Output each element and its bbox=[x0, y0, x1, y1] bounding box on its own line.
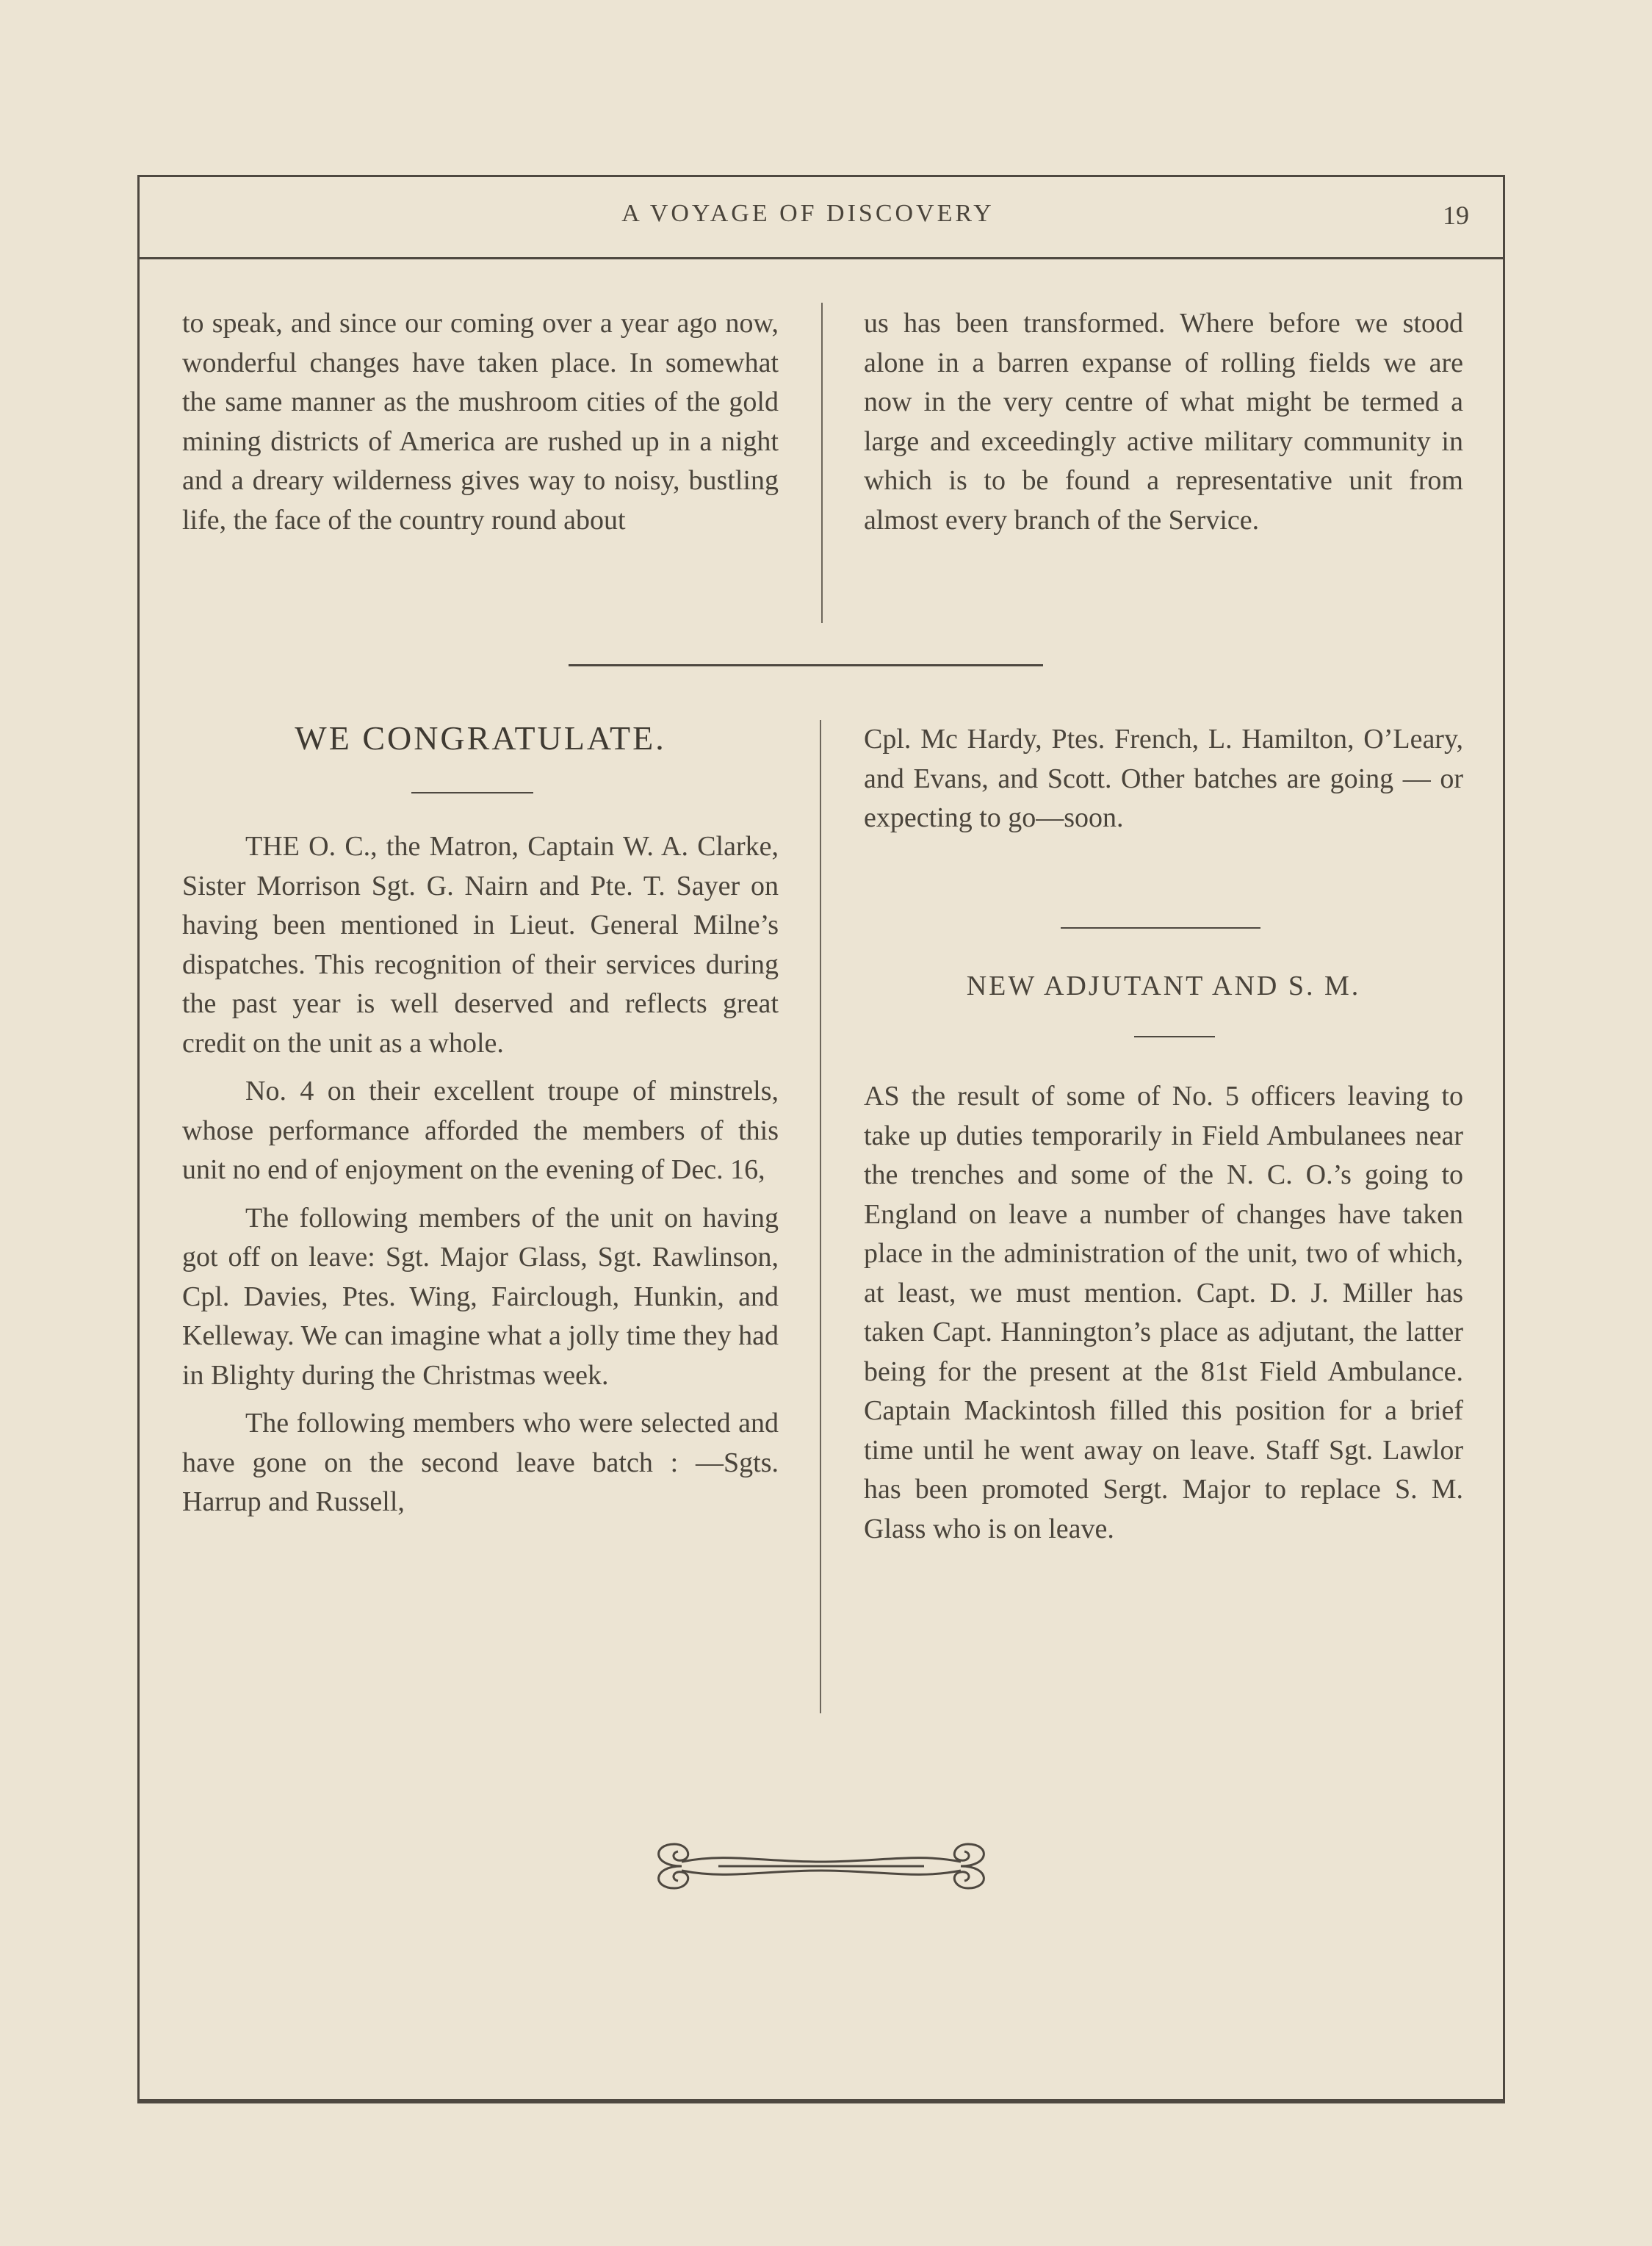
footer-rule bbox=[137, 2101, 1505, 2103]
congratulate-paragraph-4: The following members who were selected and have gone on the second leave batch : —Sgts. Harrup and Russell, bbox=[182, 1408, 779, 1517]
running-title: A VOYAGE OF DISCOVERY bbox=[621, 200, 995, 227]
intro-left-column bbox=[182, 304, 779, 540]
congratulate-heading-rule bbox=[411, 792, 533, 793]
intro-left-text: to speak, and since our coming over a year ago now, wonderful changes have taken place. In somewhat the same manner as the mushroom cities of the gold mining districts of America are rushed up in a night and a dreary wilderness gives way to noisy, bustling life, the face of the country round about bbox=[182, 308, 779, 536]
adjutant-heading-rule bbox=[1134, 1036, 1215, 1037]
header-rule bbox=[137, 257, 1505, 259]
adjutant-heading: NEW ADJUTANT AND S. M. bbox=[966, 971, 1361, 1001]
congratulate-column bbox=[182, 827, 779, 1522]
congratulate-heading: WE CONGRATULATE. bbox=[295, 719, 666, 757]
page-number: 19 bbox=[1443, 201, 1469, 230]
congratulate-paragraph-2: No. 4 on their excellent troupe of minstrels, whose performance afforded the members of this unit no end of enjoyment on the evening of Dec. 16, bbox=[182, 1076, 779, 1185]
adjutant-text: AS the result of some of No. 5 officers leaving to take up duties temporarily in Field Ambulanees near the trenches and some of the N. C. O.’s going to England on leave a number of changes have taken place in the administration of the unit, two of which, at least, we must mention. Capt. D. J. Miller has taken Capt. Hannington’s place as adjutant, the latter being for the present at the 81st Field Ambulance. Captain Mackintosh filled this position for a brief time until he went away on leave. Staff Sgt. Lawlor has been promoted Sergt. Major to replace S. M. Glass who is on leave. bbox=[864, 1081, 1463, 1544]
congratulate-paragraph-3: The following members of the unit on having got off on leave: Sgt. Major Glass, Sgt. Rawlinson, Cpl. Davies, Ptes. Wing, Fairclough, Hunkin, and Kelleway. We can imagine what a jolly time they had in Blighty during the Christmas week. bbox=[182, 1202, 779, 1391]
column-divider-top bbox=[821, 303, 823, 623]
intro-right-column bbox=[864, 304, 1463, 540]
intro-right-text: us has been transformed. Where before we stood alone in a barren expanse of rolling fields we are now in the very centre of what might be termed a large and exceedingly active military community in which is to be found a representative unit from almost every branch of the Service. bbox=[864, 308, 1463, 536]
congratulate-continued bbox=[864, 720, 1463, 838]
congratulate-continued-text: Cpl. Mc Hardy, Ptes. French, L. Hamilton, O’Leary, and Evans, and Scott. Other batches are going — or expecting to go—soon. bbox=[864, 724, 1463, 833]
adjutant-top-rule bbox=[1061, 927, 1260, 929]
ornament-flourish-icon bbox=[638, 1837, 1005, 1896]
adjutant-column bbox=[864, 1077, 1463, 1549]
column-divider-bottom bbox=[820, 720, 821, 1713]
congratulate-paragraph-1: THE O. C., the Matron, Captain W. A. Clarke, Sister Morrison Sgt. G. Nairn and Pte. T. Sayer on having been mentioned in Lieut. General Milne’s dispatches. This recognition of their services during the past year is well deserved and reflects great credit on the unit as a whole. bbox=[182, 831, 779, 1059]
section-divider bbox=[569, 664, 1043, 666]
